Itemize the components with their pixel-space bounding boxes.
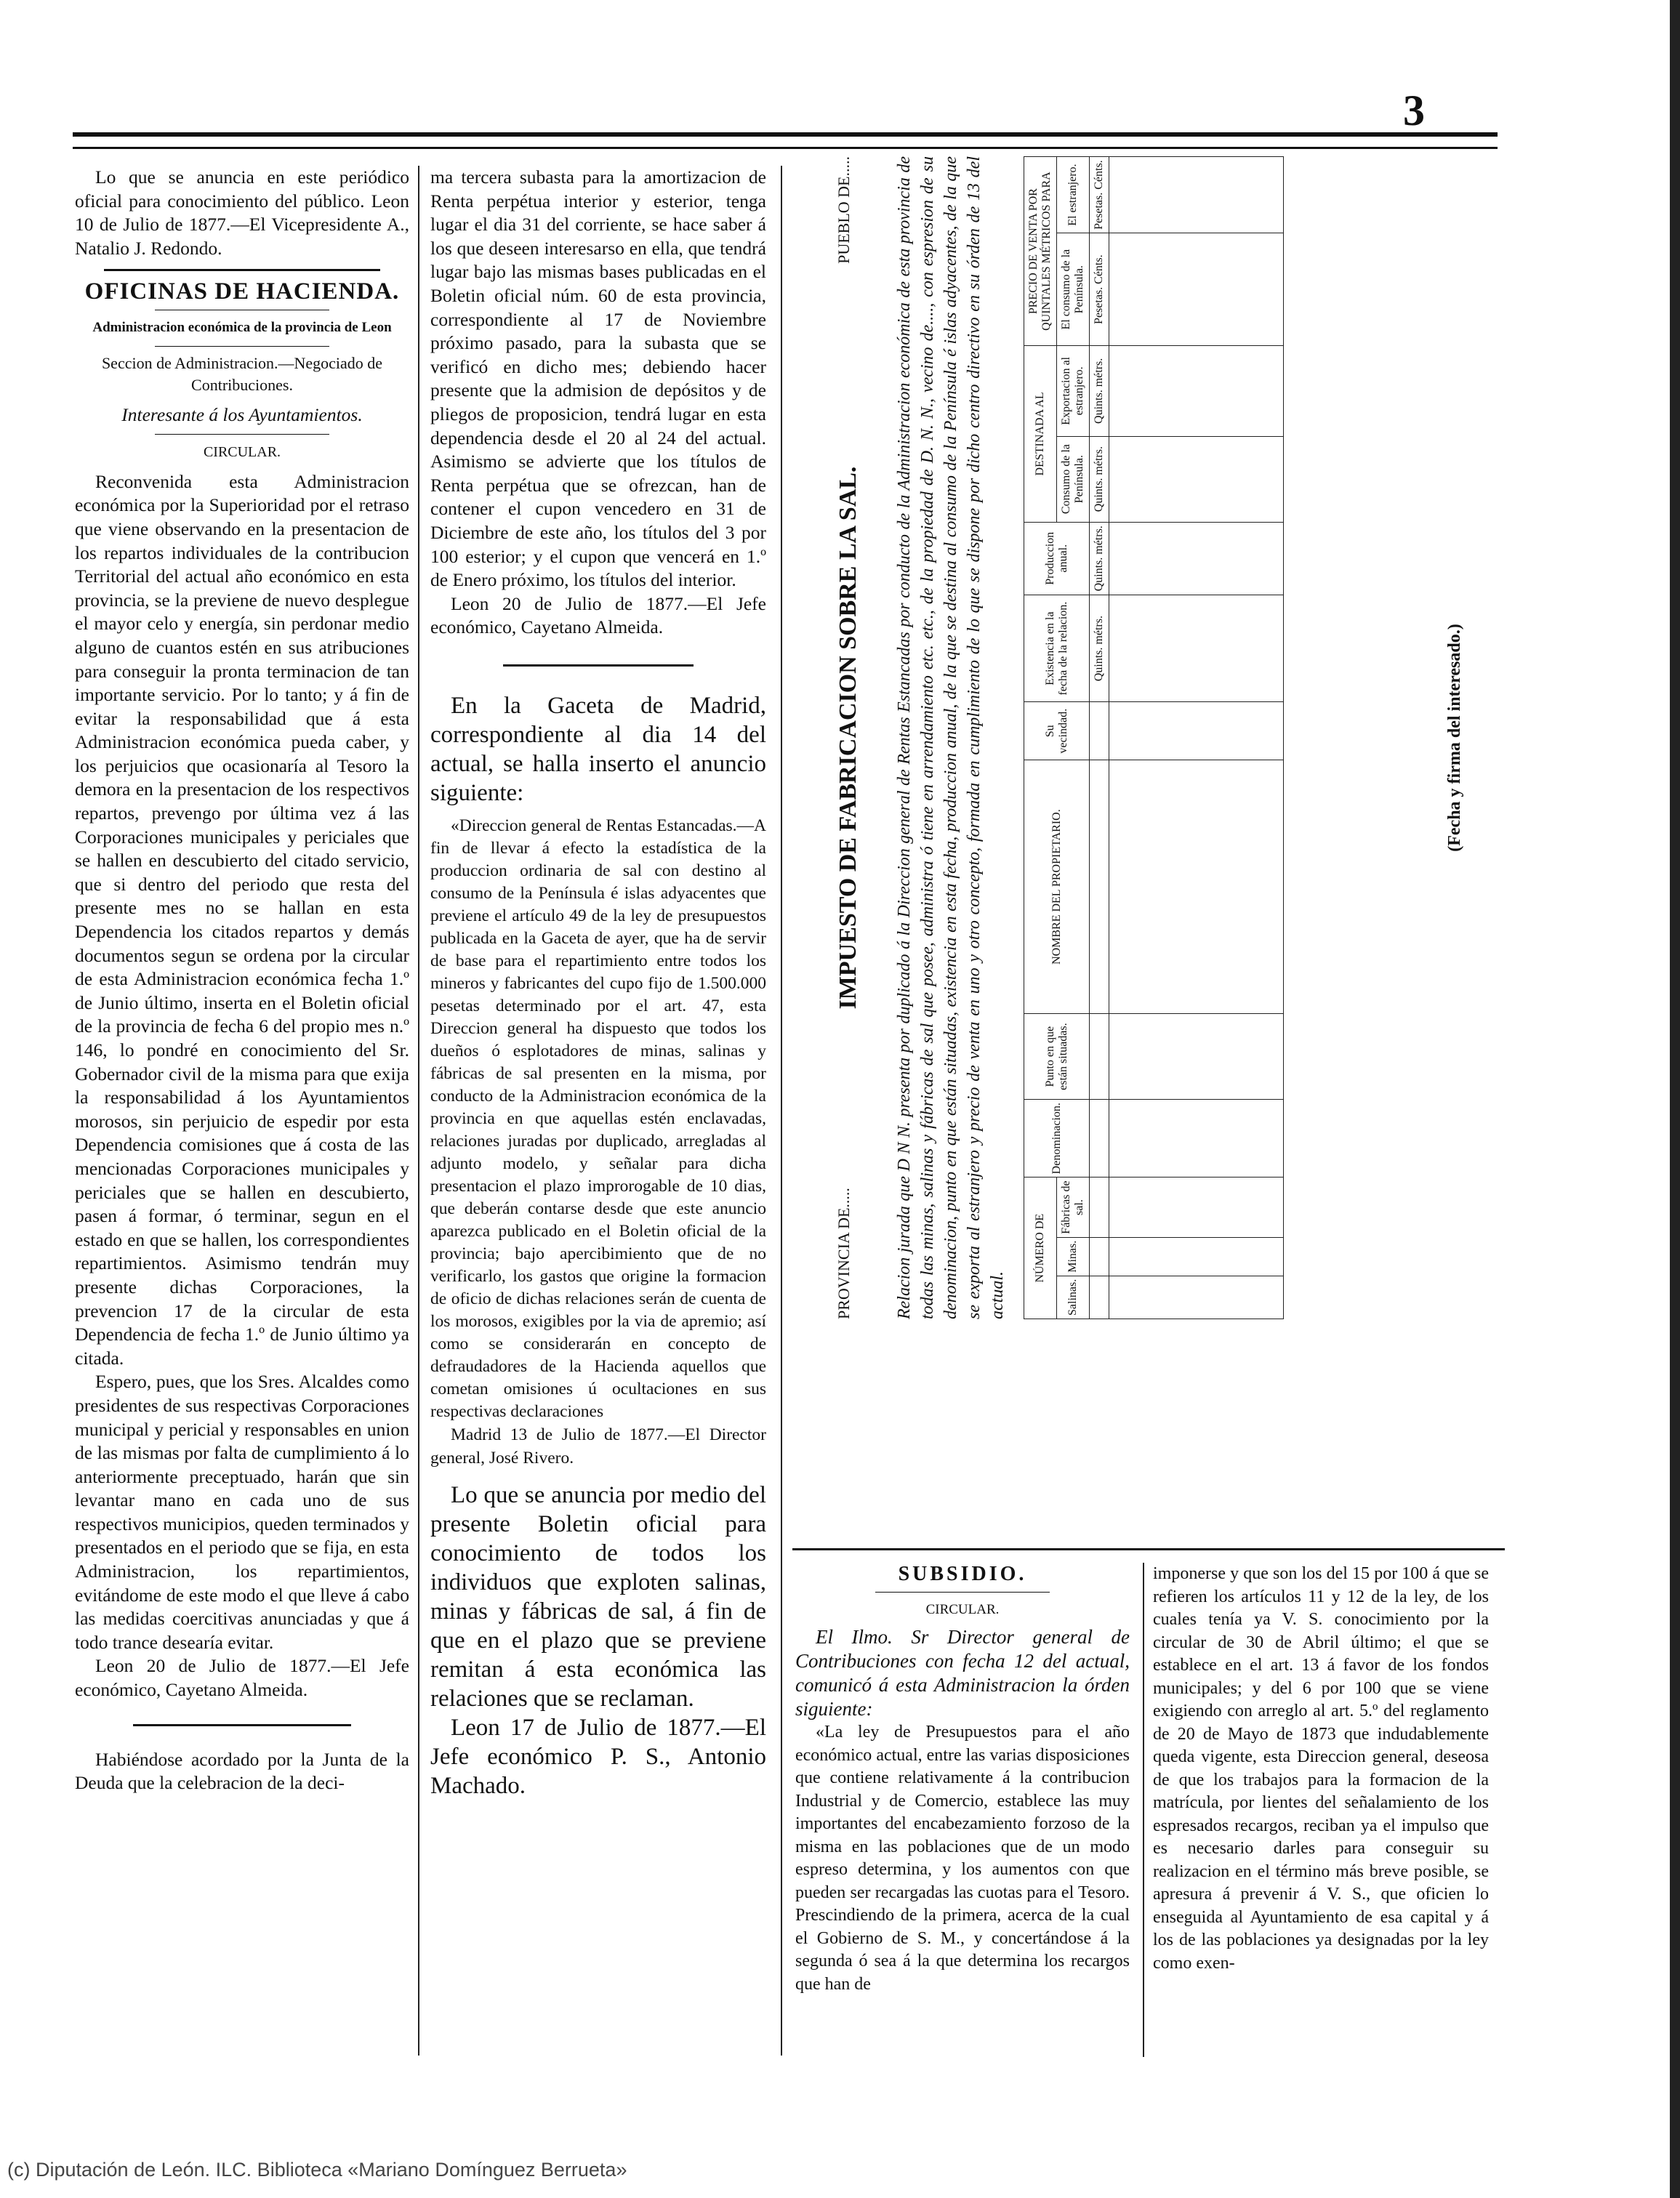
anuncia-paragraph: Lo que se anuncia por medio del presente Boletin oficial para conocimiento de todos los individuos que exploten salinas, minas y fábricas de sal, á fin de que en el plazo que se previene remitan á esta económica las relaciones que se reclaman.: [430, 1482, 766, 1712]
unit-label: Quints. métrs.: [1090, 436, 1109, 522]
divider: [875, 1592, 1050, 1593]
column-4: [1153, 1563, 1489, 1975]
signature: Madrid 13 de Julio de 1877.—El Director general, José Rivero.: [430, 1425, 766, 1468]
group-header: NÚMERO DE: [1024, 1178, 1057, 1319]
page-edge: [1670, 0, 1680, 2198]
column-1: [75, 166, 409, 1795]
subsidio-heading: SUBSIDIO.: [898, 1563, 1027, 1585]
body-paragraph: ma tercera subasta para la amortizacion de Renta perpétua interior y esterior, tenga lugar el dia 31 del corriente, se hace saber á los que deseen interesarso en ella, que tendrá lugar bajo las mismas bases publicadas en el Boletin oficial núm. 60 de esta provincia, correspondiente al 17 de Noviembre próximo pasado, para la subasta que se verificó en dicho mes; debiendo hacer presente que la admision de depósitos y de pliegos de proposicion, tendrá lugar en esta dependencia desde el 20 al 24 del actual. Asimismo se advierte que los títulos de Renta perpétua que se ofrezcan, han de contener el cupon vencedero en 31 de Diciembre de este año, los títulos del 3 por 100 esterior; y el cupon que vencerá en 1.º de Enero próximo, los títulos del interior.: [430, 166, 766, 591]
page-number: 3: [1403, 86, 1425, 134]
column-header: El consumo de la Península.: [1057, 233, 1090, 346]
column-header: NOMBRE DEL PROPIETARIO.: [1024, 760, 1090, 1014]
column-rule: [1143, 1563, 1144, 2057]
divider: [133, 1724, 351, 1726]
interesante-line: Interesante á los Ayuntamientos.: [121, 403, 363, 425]
form-title: IMPUESTO DE FABRICACION SOBRE LA SAL.: [835, 466, 861, 1010]
column-header: Salinas.: [1057, 1276, 1090, 1319]
column-rule: [781, 166, 782, 2056]
column-header: Existencia en la fecha de la relacion.: [1024, 595, 1090, 702]
unit-label: Pesetas. Cénts.: [1090, 157, 1109, 233]
top-rule: [73, 132, 1498, 149]
body-paragraph: Espero, pues, que los Sres. Alcaldes como presidentes de sus respectivas Corporaciones municipal y pericial y responsables en union de las mismas por falta de cumplimiento á lo anteriormente preceptuado, harán que sin levantar mano en cada uno de sus respectivos municipios, queden terminados y presentados en el periodo que se fija, en esta Administracion, los repartimientos, evitándome de este modo el que lleve á cabo las medidas coercitivas anunciadas y que á todo trance desearía evitar.: [75, 1371, 409, 1653]
column-header: Consumo de la Península.: [1057, 436, 1090, 522]
column-2: [430, 166, 766, 1800]
signature: Leon 20 de Julio de 1877.—El Jefe económico, Cayetano Almeida.: [75, 1655, 409, 1701]
footer-credit: (c) Diputación de León. ILC. Biblioteca «Mariano Domínguez Berrueta»: [7, 2159, 627, 2181]
provincia-label: PROVINCIA DE.....: [835, 1188, 853, 1319]
form-note: Relacion jurada que D N N. presenta por duplicado á la Direccion general de Rentas Estancadas por conducto de la Administracion económica de esta provincia de todas las minas, salinas y fábricas de sal que posee, administra ó tiene en arrendamiento etc. etc., de la propiedad de D. N. N., vecino de...., con espresion de su denominacion, punto en que están situadas, existencia en esta fecha, produccion anual, de la que se destina al consumo de la Península é islas adyacentes, de la que se exporta al estranjero y precio de venta en uno y otro concepto, formada en cumplimiento de lo que se dispone por dicho centro directivo en su órden de 13 del actual.: [895, 156, 1007, 1319]
signature: Leon 17 de Julio de 1877.—El Jefe económico P. S., Antonio Machado.: [430, 1715, 766, 1800]
column-header: Su vecindad.: [1024, 702, 1090, 760]
intro-paragraph: Lo que se anuncia en este periódico oficial para conocimiento del público. Leon 10 de Julio de 1877.—El Vicepresidente A., Natalio J. Redondo.: [75, 166, 409, 259]
column-header: El estranjero.: [1057, 157, 1090, 233]
circular-label: CIRCULAR.: [925, 1601, 1000, 1617]
form-table: [1024, 156, 1284, 1319]
unit-label: Quints. métrs.: [1090, 346, 1109, 436]
body-paragraph: Reconvenida esta Administracion económica por la Superioridad por el retraso que viene observando en la presentacion de los repartos individuales de la contribucion Territorial del actual año económico en esta provincia, se la previene de nuevo desplegue el mayor celo y energía, sin perdonar medio alguno de cuantos estén en sus atribuciones para conseguir la pronta terminacion de tan importante servicio. Por lo tanto; y á fin de evitar la responsabilidad que á esta Administracion económica pueda caber, y los perjuicios que ocasionaría al Tesoro la demora en la presentacion de los respectivos repartos, prevengo por última vez á las Corporaciones municipales y periciales que se hallen en descubierto del citado servicio, que si dentro del periodo que resta del presente mes no se hallan en esta Dependencia los citados repartos y demás documentos segun se ordena por la circular de esta Administracion económica fecha 1.º de Junio último, inserta en el Boletin oficial de la provincia de fecha 6 del propio mes n.º 146, lo pondré en conocimiento del Sr. Gobernador civil de la misma para que exija la responsabilidad á los Ayuntamientos morosos, sin perjuicio de espedir por esta Dependencia comisiones que á costa de las mencionadas Corporaciones municipales y periciales que se hallen en descubierto, pasen á formar, ó terminar, segun en el estado en que se hallen, los correspondientes repartimientos. Asimismo tendrán muy presente dichas Corporaciones, la prevencion 17 de la circular de esta Dependencia de fecha 1.º de Junio último ya citada.: [75, 470, 409, 1369]
salt-tax-form: [805, 156, 1496, 1319]
column-3: [795, 1563, 1130, 1996]
column-header: Produccion anual.: [1024, 522, 1090, 595]
intro-paragraph: El Ilmo. Sr Director general de Contribuciones con fecha 12 del actual, comunicó á esta Administracion la órden siguiente:: [795, 1626, 1130, 1720]
admin-line: Administracion económica de la provincia de Leon: [92, 319, 392, 335]
column-header: Fábricas de sal.: [1057, 1178, 1090, 1237]
column-header: Minas.: [1057, 1237, 1090, 1276]
direccion-paragraph: «Direccion general de Rentas Estancadas.—A fin de llevar á efecto la estadística de la produccion ordinaria de sal con destino al consumo de la Península é islas adyacentes que previene el artículo 49 de la ley de presupuestos publicada en la Gaceta de ayer, que ha de servir de base para el repartimiento entre todos los mineros y fabricantes del cupo fijo de 1.500.000 pesetas determinado por el art. 47, esta Direccion general ha dispuesto que todos los dueños ó esplotadores de minas, salinas y fábricas de sal presenten en la misma, por conducto de la Administracion económica de la provincia en que aquellas estén enclavadas, relaciones juradas por duplicado, arregladas al adjunto modelo, y señalar para dicha presentacion el plazo improrogable de 10 dias, que deberán contarse desde que este anuncio aparezca publicado en el Boletin oficial de la provincia; bajo apercibimiento que de no verificarlo, los gastos que origine la formacion de oficio de dichas relaciones serán de cuenta de los morosos, exigibles por la via de apremio; así como se considerarán en concepto de defraudadores de la Hacienda aquellos que cometan omisiones ú ocultaciones en sus respectivas declaraciones: [430, 816, 766, 1421]
divider: [155, 434, 329, 435]
column-rule: [418, 166, 419, 2056]
firma-label: (Fecha y firma del interesado.): [1445, 624, 1464, 852]
divider: [792, 1548, 1505, 1550]
group-header: PRECIO DE VENTA POR QUINTALES MÉTRICOS PARA: [1024, 157, 1057, 346]
body-paragraph: imponerse y que son los del 15 por 100 á que se refieren los artículos 11 y 12 de la ley, de los cuales tenía ya V. S. conocimiento por la circular de 30 de Abril último; el que se establece en el art. 13 á favor de los fondos municipales; y del 6 por 100 que se viene exigiendo con arreglo al art. 5.º del reglamento de 20 de Mayo de 1873 que indudablemente queda vigente, esta Direccion general, deseosa de que los trabajos para la formacion de la matrícula, por lientes del señalamiento de los espresados recargos, reciban ya el impulso que es necesario darles para conseguir su realizacion en el término más breve posible, se apresura á prevenir á V. S., que oficien lo enseguida al Ayuntamiento de esa capital y á los de las poblaciones ya designadas por la ley como exen-: [1153, 1564, 1489, 1973]
divider: [503, 664, 694, 667]
divider: [155, 346, 329, 347]
habiendose-paragraph: Habiéndose acordado por la Junta de la Deuda que la celebracion de la deci-: [75, 1748, 409, 1794]
signature: Leon 20 de Julio de 1877.—El Jefe económico, Cayetano Almeida.: [430, 592, 766, 638]
seccion-line: Seccion de Administracion.—Negociado de Contribuciones.: [101, 353, 383, 394]
pueblo-label: PUEBLO DE.....: [835, 156, 853, 264]
column-header: Punto en que están situadas.: [1024, 1014, 1090, 1100]
group-header: DESTINADA AL: [1024, 346, 1057, 523]
gaceta-paragraph: En la Gaceta de Madrid, correspondiente al dia 14 del actual, se halla inserto el anuncio siguiente:: [430, 692, 766, 806]
section-heading: OFICINAS DE HACIENDA.: [84, 278, 400, 305]
column-header: Exportacion al estranjero.: [1057, 346, 1090, 436]
body-paragraph: «La ley de Presupuestos para el año económico actual, entre las varias disposiciones que contiene relativamente á la contribucion Industrial y de Comercio, establece las muy importantes del encabezamiento forzoso de la misma en las poblaciones que de un modo espreso determina, y los aumentos con que pueden ser recargadas las cuotas para el Tesoro. Prescindiendo de la primera, acerca de la cual el Gobierno de S. M., y concertándose á la segunda ó sea á la que determina los recargos que han de: [795, 1723, 1130, 1994]
divider: [104, 269, 380, 271]
circular-label: CIRCULAR.: [203, 444, 281, 461]
unit-label: Quints. métrs.: [1090, 595, 1109, 702]
unit-label: Pesetas. Cénts.: [1090, 233, 1109, 346]
unit-label: Quints. métrs.: [1090, 522, 1109, 595]
column-header: Denominacion.: [1024, 1100, 1090, 1178]
